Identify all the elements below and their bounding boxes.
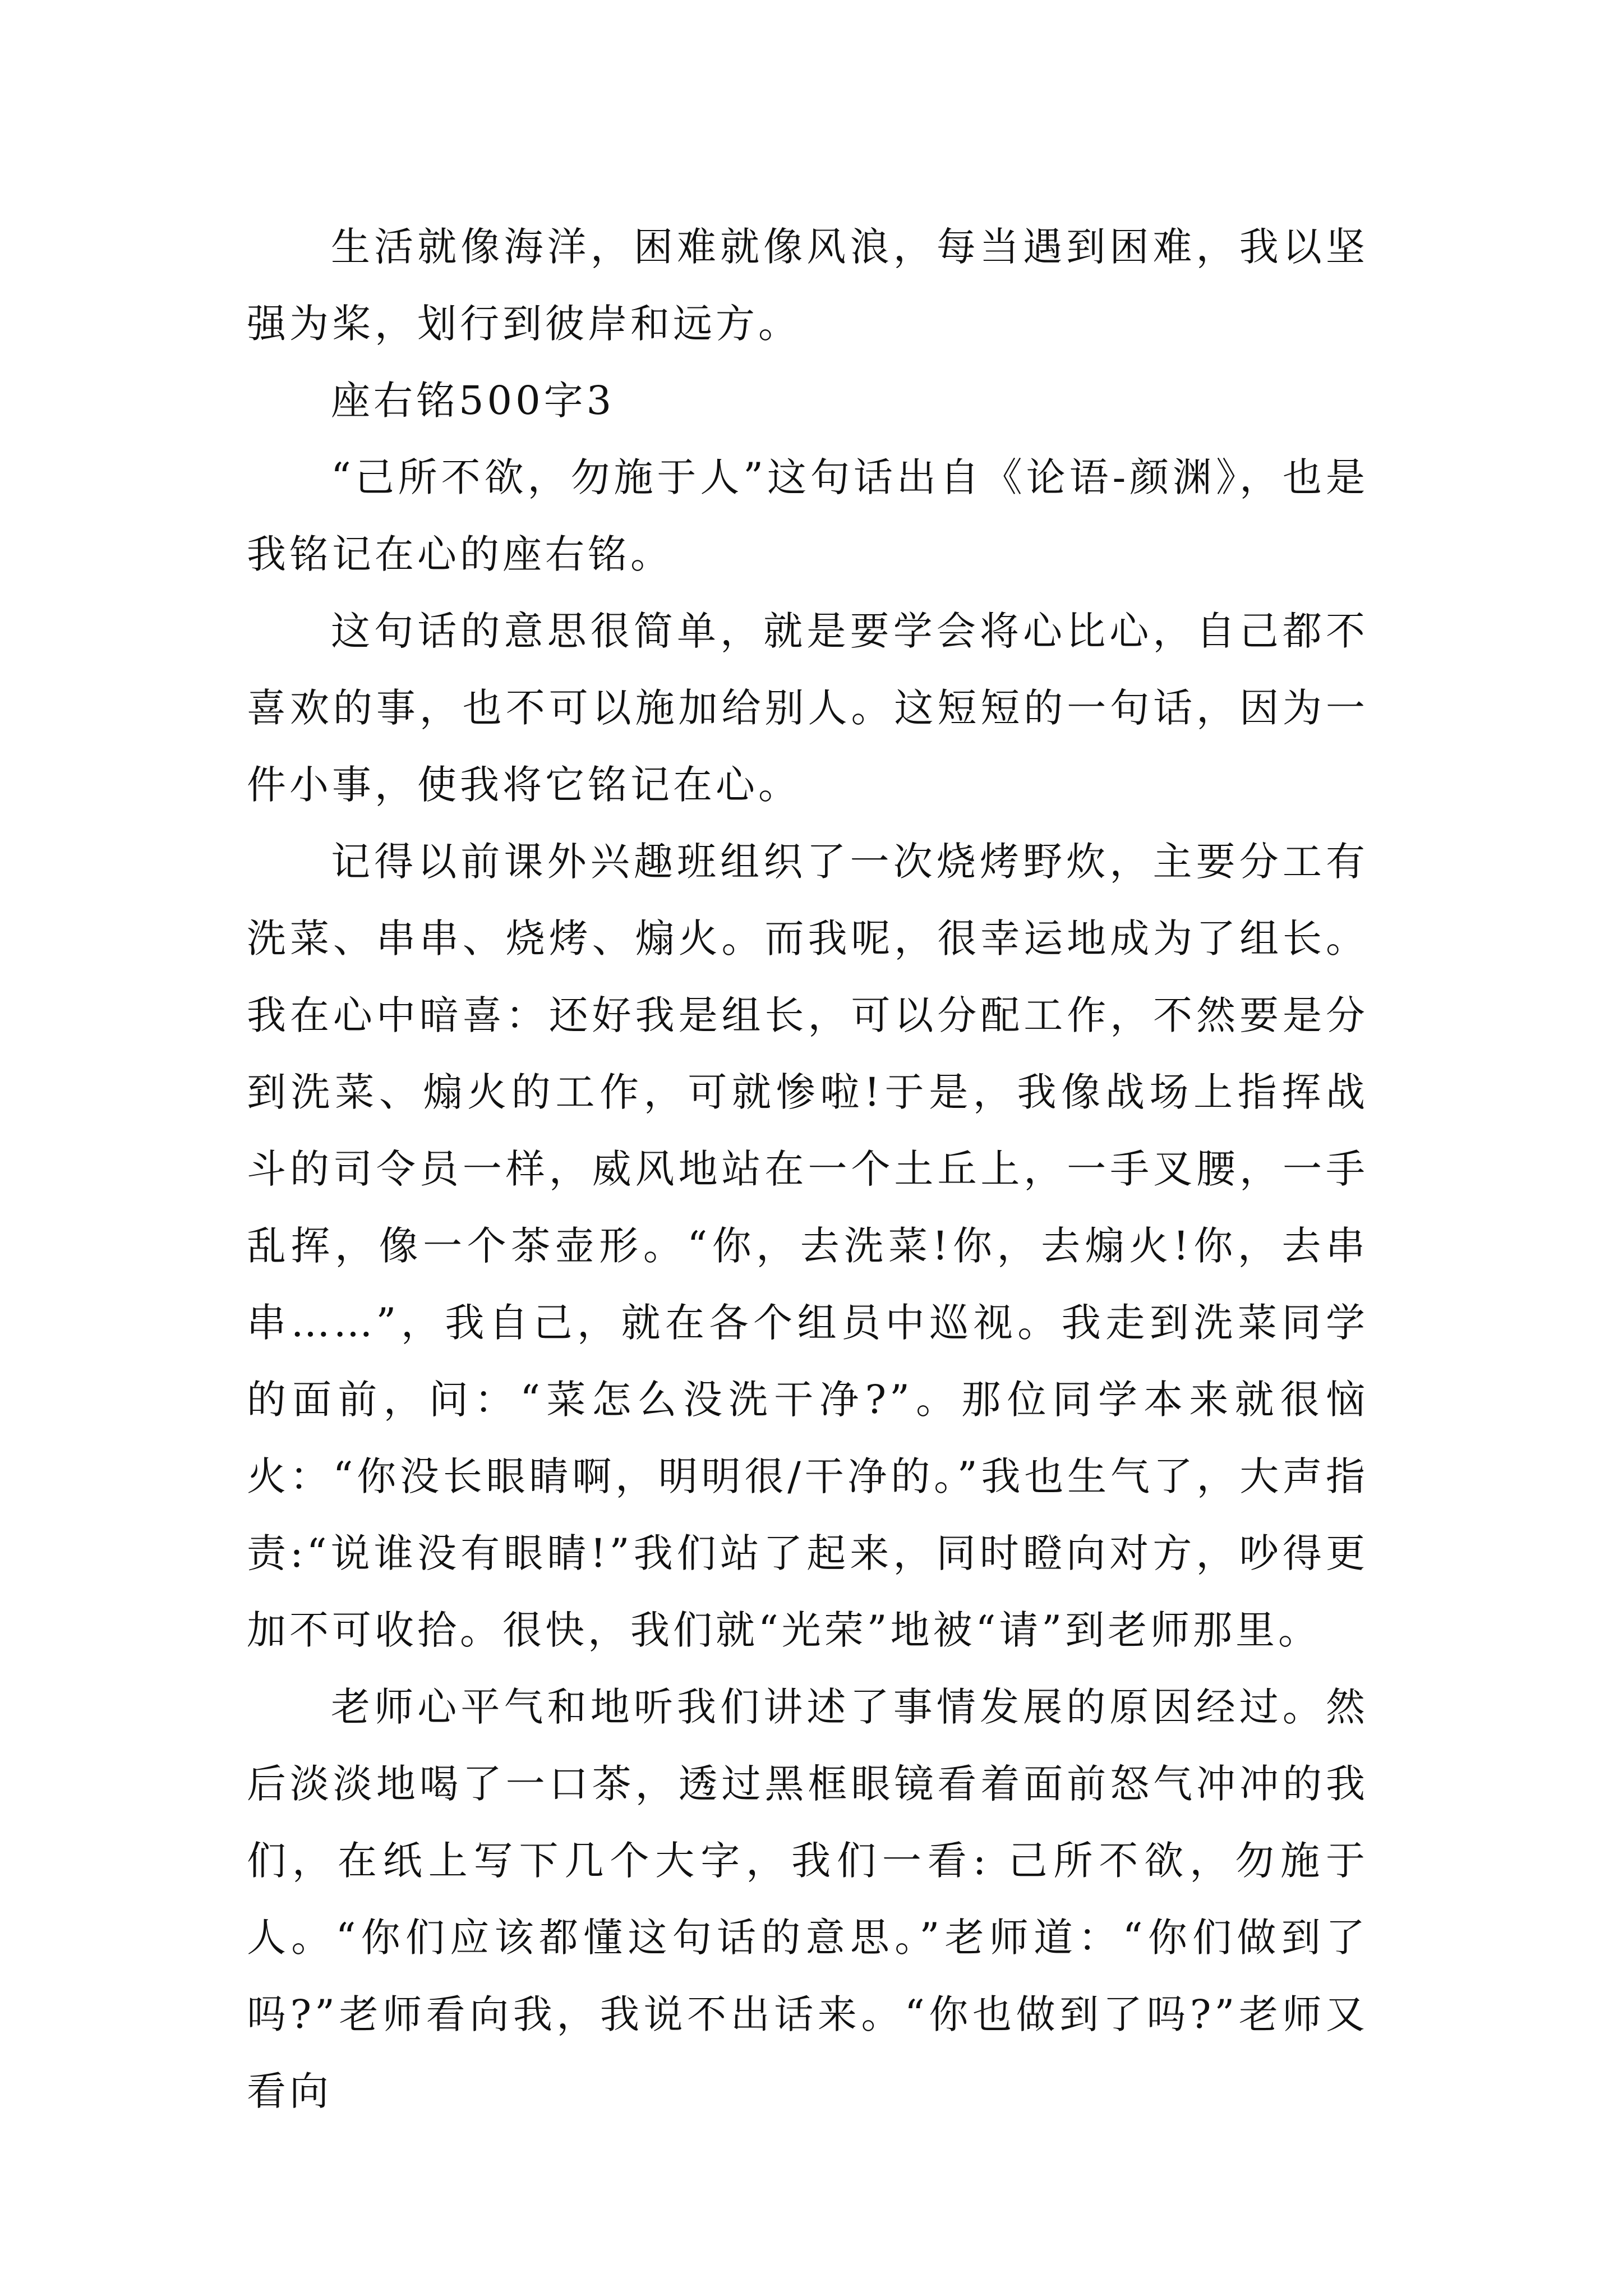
paragraph-teacher: 老师心平气和地听我们讲述了事情发展的原因经过。然后淡淡地喝了一口茶，透过黑框眼镜看着面前怒气冲冲的我们，在纸上写下几个大字，我们一看: 己所不欲，勿施于人。“你们应该都懂这句话的意思。”老师道：“你们做到了吗?”老师看向我，我说不出话来。“你也做到了吗?”老师又看向: [247, 1684, 1368, 2114]
paragraph-story: 记得以前课外兴趣班组织了一次烧烤野炊，主要分工有洗菜、串串、烧烤、煽火。而我呢，很幸运地成为了组长。我在心中暗喜：还好我是组长，可以分配工作，不然要是分到洗菜、煽火的工作，可就惨啦!于是，我像战场上指挥战斗的司令员一样，威风地站在一个土丘上，一手叉腰，一手乱挥，像一个茶壶形。“你，去洗菜!你，去煽火!你，去串串……”，我自己，就在各个组员中巡视。我走到洗菜同学的面前，问：“菜怎么没洗干净?”。那位同学本来就很恼火：“你没长眼睛啊，明明很/干净的。”我也生气了，大声指责:“说谁没有眼睛!”我们站了起来，同时瞪向对方，吵得更加不可收拾。很快，我们就“光荣”地被“请”到老师那里。: [247, 839, 1368, 1653]
paragraph-motto-source: “己所不欲，勿施于人”这句话出自《论语-颜渊》，也是我铭记在心的座右铭。: [247, 454, 1368, 577]
document-body: [247, 209, 1368, 2130]
section-heading: 座右铭500字3: [331, 378, 615, 424]
paragraph-motto-meaning: 这句话的意思很简单，就是要学会将心比心，自己都不喜欢的事，也不可以施加给别人。这短短的一句话，因为一件小事，使我将它铭记在心。: [247, 608, 1368, 808]
paragraph-intro-ending: 生活就像海洋，困难就像风浪，每当遇到困难，我以坚强为桨，划行到彼岸和远方。: [247, 224, 1368, 347]
